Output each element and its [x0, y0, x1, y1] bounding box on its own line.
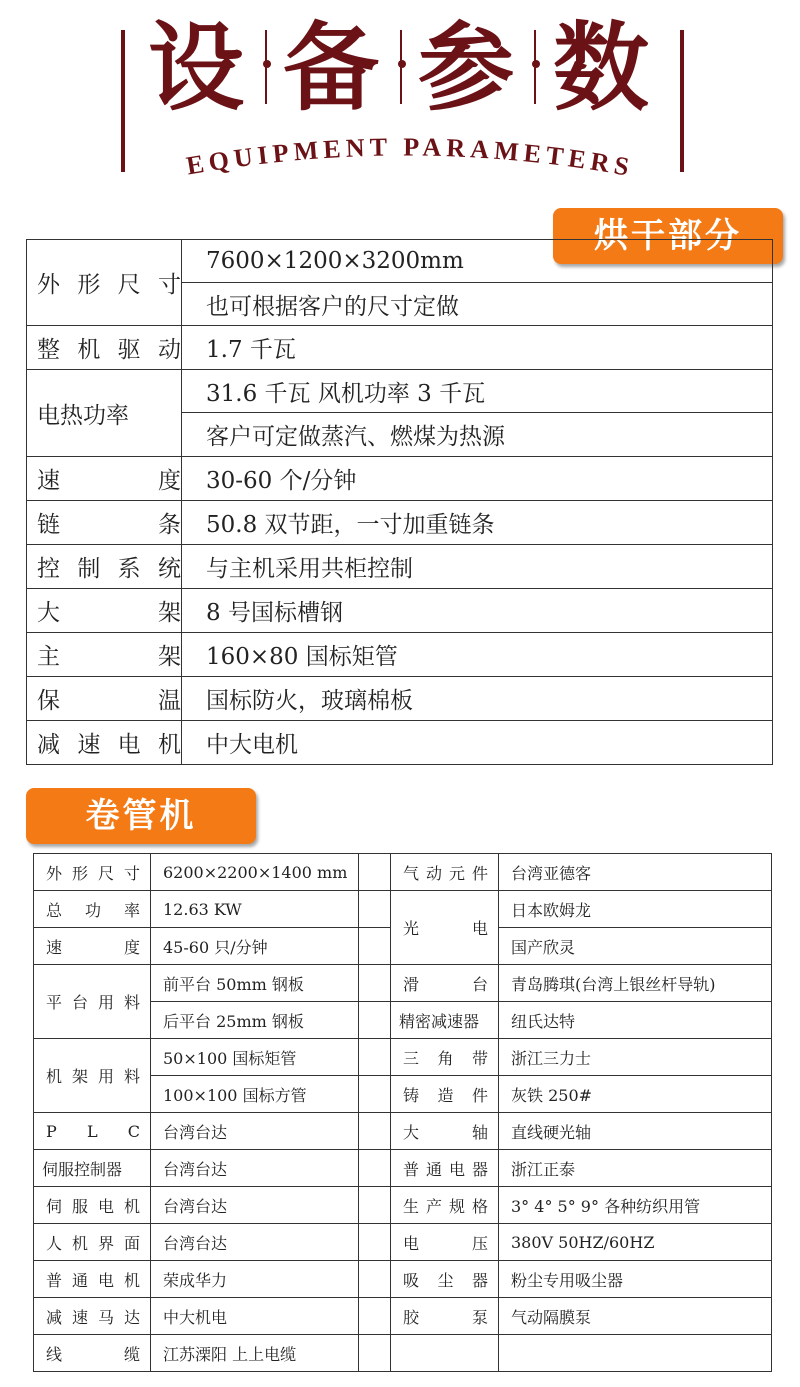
- spec-value: 台湾台达: [151, 1150, 359, 1187]
- spacer-cell: [359, 1335, 391, 1372]
- page-title-char: 数: [553, 12, 649, 124]
- page-title-char: 备: [283, 12, 379, 124]
- spec-value: 45-60 只/分钟: [151, 928, 359, 965]
- spec-value: 7600×1200×3200mm: [182, 240, 773, 283]
- spec-label: 外 形 尺 寸: [27, 240, 182, 326]
- spec-label: 铸 造 件: [391, 1076, 499, 1113]
- spec-value: 50×100 国标矩管: [151, 1039, 359, 1076]
- spec-label: 伺 服 电 机: [34, 1187, 151, 1224]
- spec-label: 光 电: [391, 891, 499, 965]
- spec-label: P L C: [34, 1113, 151, 1150]
- spec-value: 江苏溧阳 上上电缆: [151, 1335, 359, 1372]
- spec-value: 浙江三力士: [499, 1039, 772, 1076]
- spec-value: 灰铁 250#: [499, 1076, 772, 1113]
- spacer-cell: [359, 1187, 391, 1224]
- divider-bar: [534, 30, 536, 104]
- spec-value: 30-60 个/分钟: [182, 457, 773, 501]
- spec-value: 8 号国标槽钢: [182, 589, 773, 633]
- spec-label: 大 架: [27, 589, 182, 633]
- page-title-char: 参: [418, 12, 514, 124]
- spec-label: 减 速 马 达: [34, 1298, 151, 1335]
- spec-label: 胶 泵: [391, 1298, 499, 1335]
- spec-value: 31.6 千瓦 风机功率 3 千瓦: [182, 370, 773, 413]
- spec-label: 生 产 规 格: [391, 1187, 499, 1224]
- spec-label: 机 架 用 料: [34, 1039, 151, 1113]
- spec-label: 减 速 电 机: [27, 721, 182, 765]
- spec-label: 电热功率: [27, 370, 182, 457]
- spec-value: 台湾台达: [151, 1224, 359, 1261]
- spacer-cell: [359, 1076, 391, 1113]
- spacer-cell: [359, 1224, 391, 1261]
- section-badge-winder: 卷管机: [26, 788, 256, 844]
- spec-value: 前平台 50mm 钢板: [151, 965, 359, 1002]
- empty-cell: [499, 1335, 772, 1372]
- spec-label: 普 通 电 机: [34, 1261, 151, 1298]
- spec-value: 日本欧姆龙: [499, 891, 772, 928]
- drying-spec-table: [26, 239, 773, 765]
- spec-label: 主 架: [27, 633, 182, 677]
- spec-value: 国标防火，玻璃棉板: [182, 677, 773, 721]
- spec-value: 粉尘专用吸尘器: [499, 1261, 772, 1298]
- spec-value: 浙江正泰: [499, 1150, 772, 1187]
- spacer-cell: [359, 891, 391, 928]
- spec-value: 100×100 国标方管: [151, 1076, 359, 1113]
- spec-label: 保 温: [27, 677, 182, 721]
- spacer-cell: [359, 1039, 391, 1076]
- divider-bar: [121, 30, 125, 172]
- spec-value: 也可根据客户的尺寸定做: [182, 283, 773, 326]
- spec-label: 普 通 电 器: [391, 1150, 499, 1187]
- page-subtitle: [130, 120, 690, 200]
- spec-value: 12.63 KW: [151, 891, 359, 928]
- spacer-cell: [359, 965, 391, 1002]
- spec-label: 外 形 尺 寸: [34, 854, 151, 891]
- spec-value: 国产欣灵: [499, 928, 772, 965]
- spec-label: 伺服控制器: [34, 1150, 151, 1187]
- spec-label: 速 度: [34, 928, 151, 965]
- spec-value: 1.7 千瓦: [182, 326, 773, 370]
- section-badge-drying: 烘干部分: [553, 208, 783, 264]
- spec-label: 速 度: [27, 457, 182, 501]
- divider-bar: [400, 30, 402, 104]
- spec-label: 气 动 元 件: [391, 854, 499, 891]
- spacer-cell: [359, 1113, 391, 1150]
- spec-label: 线 缆: [34, 1335, 151, 1372]
- spacer-cell: [359, 1261, 391, 1298]
- winder-spec-table: [33, 853, 772, 1372]
- divider-bar: [265, 30, 267, 104]
- spec-label: 大 轴: [391, 1113, 499, 1150]
- spec-value: 6200×2200×1400 mm: [151, 854, 359, 891]
- spec-label: 总 功 率: [34, 891, 151, 928]
- spec-label: 吸 尘 器: [391, 1261, 499, 1298]
- spacer-cell: [359, 928, 391, 965]
- spec-value: 380V 50HZ/60HZ: [499, 1224, 772, 1261]
- spec-value: 荣成华力: [151, 1261, 359, 1298]
- spec-label: 控 制 系 统: [27, 545, 182, 589]
- spec-value: 与主机采用共柜控制: [182, 545, 773, 589]
- spec-value: 青岛腾琪(台湾上银丝杆导轨): [499, 965, 772, 1002]
- spec-value: 台湾台达: [151, 1113, 359, 1150]
- page-title-char: 设: [148, 12, 244, 124]
- spacer-cell: [359, 1150, 391, 1187]
- spec-label: 精密减速器: [391, 1002, 499, 1039]
- spacer-cell: [359, 854, 391, 891]
- spec-value: 160×80 国标矩管: [182, 633, 773, 677]
- spec-value: 后平台 25mm 钢板: [151, 1002, 359, 1039]
- spec-label: 人 机 界 面: [34, 1224, 151, 1261]
- spacer-cell: [359, 1298, 391, 1335]
- spec-label: 平 台 用 料: [34, 965, 151, 1039]
- spec-value: 直线硬光轴: [499, 1113, 772, 1150]
- spec-value: 纽氏达特: [499, 1002, 772, 1039]
- spec-label: 整 机 驱 动: [27, 326, 182, 370]
- empty-cell: [391, 1335, 499, 1372]
- spec-label: 链 条: [27, 501, 182, 545]
- spec-label: 滑 台: [391, 965, 499, 1002]
- header: [0, 0, 800, 200]
- spec-value: 气动隔膜泵: [499, 1298, 772, 1335]
- spec-value: 中大电机: [182, 721, 773, 765]
- spec-value: 客户可定做蒸汽、燃煤为热源: [182, 413, 773, 457]
- spec-value: 3° 4° 5° 9° 各种纺织用管: [499, 1187, 772, 1224]
- spec-label: 电 压: [391, 1224, 499, 1261]
- spec-value: 50.8 双节距，一寸加重链条: [182, 501, 773, 545]
- spec-value: 台湾亚德客: [499, 854, 772, 891]
- spec-value: 台湾台达: [151, 1187, 359, 1224]
- spec-label: 三 角 带: [391, 1039, 499, 1076]
- svg-text:EQUIPMENT PARAMETERS: EQUIPMENT PARAMETERS: [184, 132, 637, 183]
- spacer-cell: [359, 1002, 391, 1039]
- spec-value: 中大机电: [151, 1298, 359, 1335]
